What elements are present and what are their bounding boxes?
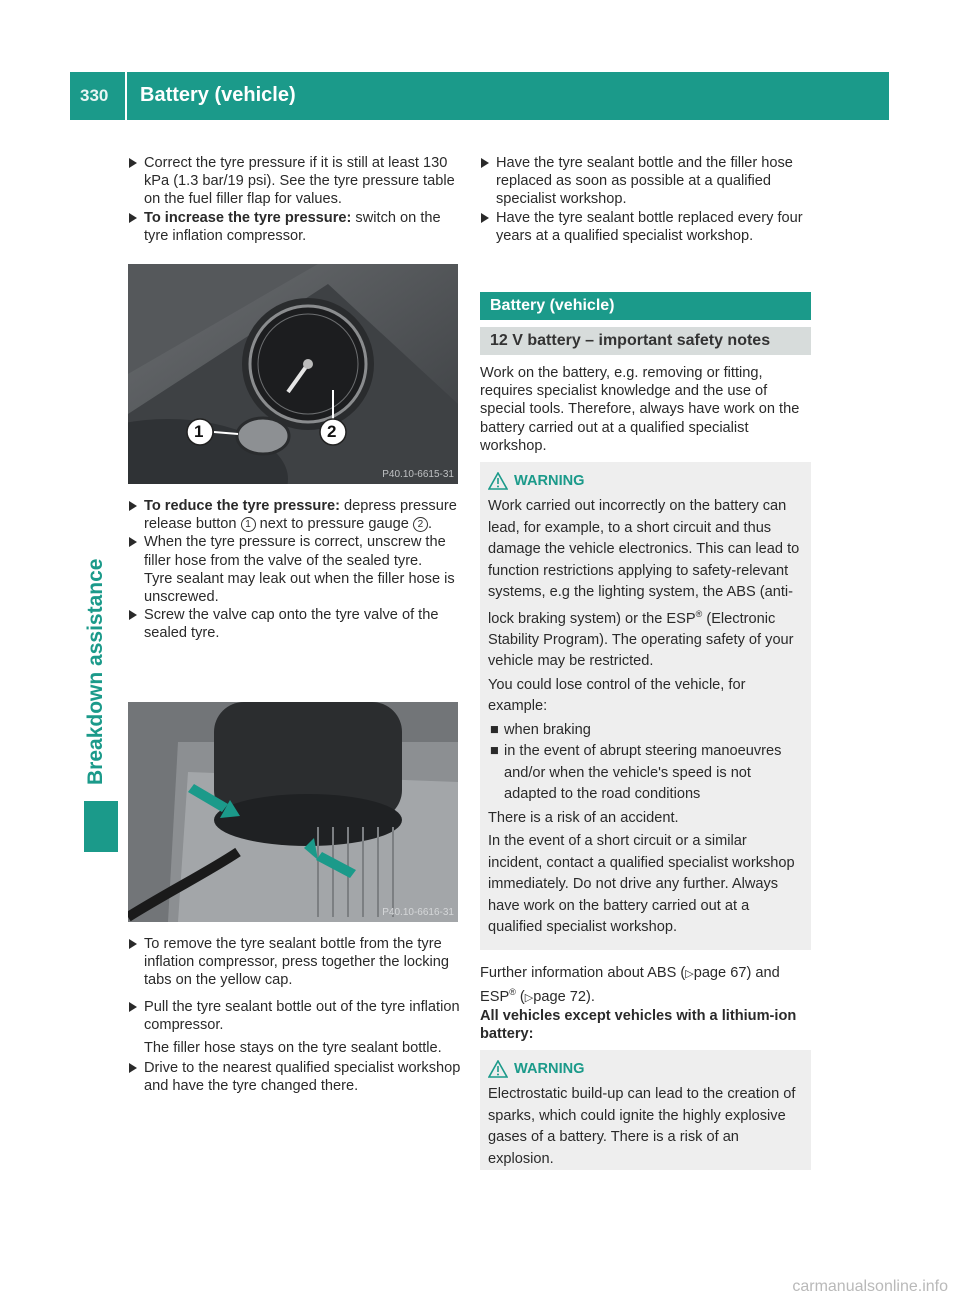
- step-arrow-icon: [129, 1063, 137, 1073]
- left-column-top: [128, 154, 462, 245]
- figure-code: P40.10-6615-31: [382, 469, 454, 480]
- warning-paragraph: There is a risk of an accident.: [488, 809, 679, 826]
- step-pull-bottle: Pull the tyre sealant bottle out of the tyre inflation compressor.: [128, 998, 462, 1034]
- step-arrow-icon: [129, 158, 137, 168]
- subsection-heading: 12 V battery – important safety notes: [480, 327, 811, 355]
- warning-label: WARNING: [514, 1061, 585, 1077]
- step-arrow-icon: [129, 1002, 137, 1012]
- further-info-text: Further information about ABS (▷page 67) and ESP® (▷page 72).: [480, 965, 780, 1006]
- sealant-bottle-illustration: [128, 702, 458, 922]
- warning-box-electrostatic: [480, 1050, 811, 1170]
- warning-triangle-icon: [488, 1060, 508, 1078]
- figure-sealant-bottle: [128, 702, 458, 922]
- bullet-icon: ■: [490, 721, 499, 738]
- step-remove-bottle: To remove the tyre sealant bottle from the tyre inflation compressor, press together the locking tabs on the yellow cap.: [128, 935, 462, 990]
- callout-1-ref: 1: [241, 517, 256, 532]
- side-tab: [84, 490, 118, 860]
- page-number: 330: [80, 86, 109, 105]
- battery-intro: Work on the battery, e.g. removing or fitting, requires specialist knowledge and the use of special tools. Therefore, always have work on the battery carried out at a qualified specialist workshop.: [480, 365, 800, 454]
- step-arrow-icon: [129, 213, 137, 223]
- note-filler-hose: The filler hose stays on the tyre sealant bottle.: [144, 1040, 442, 1057]
- step-correct-pressure: Correct the tyre pressure if it is still at least 130 kPa (1.3 bar/19 psi). See the tyre pressure table on the fuel filler flap for values.: [128, 154, 462, 209]
- step-arrow-icon: [129, 939, 137, 949]
- page-header: [70, 72, 889, 120]
- warning-header: [488, 1056, 803, 1082]
- warning-label: WARNING: [514, 473, 585, 489]
- further-information: [480, 964, 814, 1044]
- callout-2: 2: [327, 422, 337, 441]
- warning-box-battery-work: [480, 462, 811, 950]
- warning-paragraph: In the event of a short circuit or a similar incident, contact a qualified specialist workshop immediately. Do not drive any further. Always have work on the battery carried out at a qualified specialist workshop.: [488, 833, 795, 936]
- step-arrow-icon: [481, 213, 489, 223]
- callout-1: 1: [194, 422, 204, 441]
- left-column-middle: [128, 497, 462, 643]
- step-drive-workshop: Drive to the nearest qualified specialist workshop and have the tyre changed there.: [128, 1059, 462, 1095]
- side-tab-marker: [84, 801, 118, 852]
- warning-bullet: ■ in the event of abrupt steering manoeuvres and/or when the vehicle's speed is not adapted to the road conditions: [490, 743, 782, 803]
- step-increase-pressure: To increase the tyre pressure: switch on the tyre inflation compressor.: [128, 209, 462, 245]
- side-tab-label: Breakdown assistance: [84, 558, 107, 785]
- watermark: carmanualsonline.info: [792, 1278, 948, 1295]
- step-unscrew-hose: When the tyre pressure is correct, unscrew the filler hose from the valve of the sealed tyre.: [128, 533, 462, 569]
- note-sealant-leak: Tyre sealant may leak out when the filler hose is unscrewed.: [144, 570, 455, 606]
- right-column-top: [480, 154, 814, 245]
- pressure-gauge-illustration: [128, 264, 458, 484]
- warning-paragraph: Work carried out incorrectly on the battery can lead, for example, to a short circuit and thus damage the vehicle electronics. This can lead to function restrictions applying to safety-relevant systems, e.g the lighting system, the ABS (anti-lock braking system) or the ESP® (Electronic Stability Program). The operating safety of your vehicle may be restricted.: [488, 498, 800, 670]
- warning-bullet: ■ when braking: [488, 720, 803, 742]
- section-heading: Battery (vehicle): [480, 292, 811, 320]
- callout-2-ref: 2: [413, 517, 428, 532]
- warning-paragraph: Electrostatic build-up can lead to the creation of sparks, which could ignite the highly explosive gases of a battery. There is a risk of an explosion.: [488, 1086, 796, 1167]
- step-arrow-icon: [129, 537, 137, 547]
- figure-code: P40.10-6616-31: [382, 907, 454, 918]
- step-screw-valve-cap: Screw the valve cap onto the tyre valve of the sealed tyre.: [128, 606, 462, 642]
- step-replace-bottle-hose: Have the tyre sealant bottle and the filler hose replaced as soon as possible at a qualified specialist workshop.: [480, 154, 814, 209]
- step-arrow-icon: [481, 158, 489, 168]
- reference-arrow-icon: ▷: [524, 992, 534, 1005]
- bullet-icon: ■: [490, 743, 499, 760]
- warning-triangle-icon: [488, 472, 508, 490]
- step-arrow-icon: [129, 501, 137, 511]
- lithium-exception-heading: All vehicles except vehicles with a lithium-ion battery:: [480, 1008, 797, 1043]
- step-arrow-icon: [129, 610, 137, 620]
- step-reduce-pressure: To reduce the tyre pressure: depress pressure release button 1 next to pressure gauge 2 .: [128, 497, 462, 533]
- warning-header: [488, 468, 803, 494]
- header-title: Battery (vehicle): [140, 84, 296, 106]
- header-divider: [125, 72, 127, 120]
- figure-pressure-gauge: [128, 264, 458, 484]
- reference-arrow-icon: ▷: [685, 968, 694, 980]
- step-replace-every-four-years: Have the tyre sealant bottle replaced every four years at a qualified specialist workshop.: [480, 209, 814, 245]
- left-column-bottom: [128, 935, 462, 1096]
- warning-paragraph: You could lose control of the vehicle, for example:: [488, 676, 746, 715]
